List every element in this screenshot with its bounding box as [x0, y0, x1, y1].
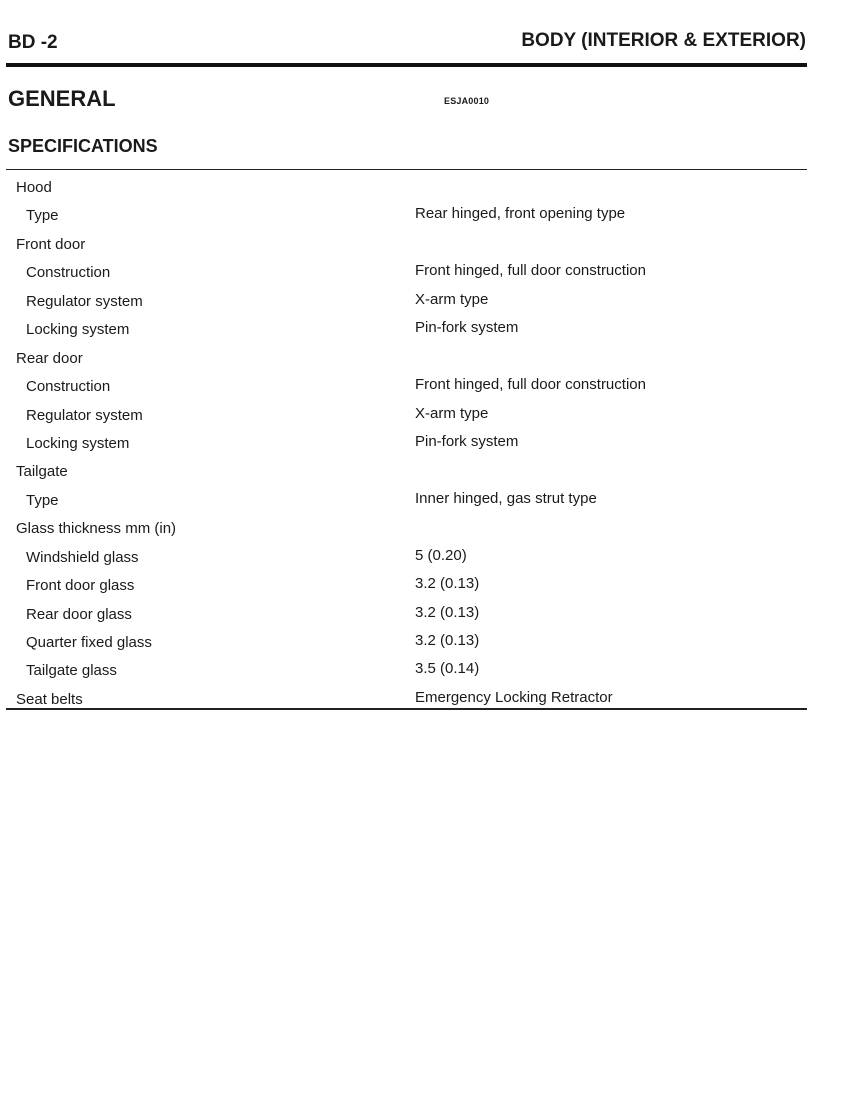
table-row: [0, 173, 866, 201]
table-row: [0, 315, 866, 343]
table-bottom-divider: [6, 708, 807, 710]
spec-value: 3.2 (0.13): [415, 575, 480, 593]
table-row: [0, 429, 866, 457]
table-row: [0, 600, 866, 628]
spec-label: Glass thickness mm (in): [16, 520, 177, 538]
spec-label: Regulator system: [26, 406, 143, 424]
spec-label: Hood: [16, 179, 52, 196]
subsection-title: SPECIFICATIONS: [8, 136, 158, 156]
table-row: [0, 401, 866, 429]
table-row: [0, 486, 866, 514]
spec-value: X-arm type: [415, 290, 489, 308]
spec-label: Type: [26, 491, 59, 509]
spec-label: Construction: [26, 264, 111, 282]
table-row: [0, 372, 866, 400]
page-header: [8, 30, 806, 56]
spec-value: Pin-fork system: [415, 432, 519, 450]
spec-label: Construction: [26, 378, 111, 396]
table-row: [0, 628, 866, 656]
specifications-table: [0, 173, 866, 713]
spec-label: Front door: [16, 235, 86, 253]
table-row: [0, 344, 866, 372]
section-title: GENERAL: [8, 86, 116, 111]
spec-label: Regulator system: [26, 292, 143, 310]
spec-label: Type: [26, 207, 59, 225]
spec-label: Quarter fixed glass: [26, 634, 152, 651]
spec-label: Rear door glass: [26, 605, 132, 623]
spec-value: Front hinged, full door construction: [415, 262, 646, 280]
spec-value: Rear hinged, front opening type: [415, 205, 626, 223]
spec-value: 3.2 (0.13): [415, 632, 480, 649]
spec-label: Front door glass: [26, 577, 135, 595]
table-row: [0, 656, 866, 684]
spec-value: 3.2 (0.13): [415, 603, 480, 621]
spec-label: Rear door: [16, 349, 83, 367]
table-top-divider: [6, 169, 807, 170]
spec-value: 5 (0.20): [415, 546, 467, 564]
chapter-title: BODY (INTERIOR & EXTERIOR): [521, 30, 806, 51]
spec-label: Tailgate glass: [26, 662, 117, 680]
spec-value: Emergency Locking Retractor: [415, 688, 613, 706]
table-row: [0, 543, 866, 571]
table-row: [0, 230, 866, 258]
table-row: [0, 514, 866, 542]
spec-value: Pin-fork system: [415, 319, 519, 337]
spec-label: Locking system: [26, 321, 130, 339]
spec-label: Windshield glass: [26, 548, 139, 566]
table-row: [0, 571, 866, 599]
spec-label: Tailgate: [16, 463, 68, 481]
table-row: [0, 287, 866, 315]
document-code: ESJA0010: [444, 96, 490, 106]
spec-value: 3.5 (0.14): [415, 660, 480, 678]
spec-label: Locking system: [26, 434, 130, 452]
table-row: [0, 201, 866, 229]
table-row: [0, 258, 866, 286]
page-number: BD -2: [8, 32, 58, 53]
spec-value: X-arm type: [415, 404, 489, 422]
spec-label: Seat belts: [16, 690, 83, 708]
spec-value: Inner hinged, gas strut type: [415, 489, 597, 507]
table-row: [0, 457, 866, 485]
header-divider: [6, 63, 807, 67]
spec-value: Front hinged, full door construction: [415, 376, 646, 394]
